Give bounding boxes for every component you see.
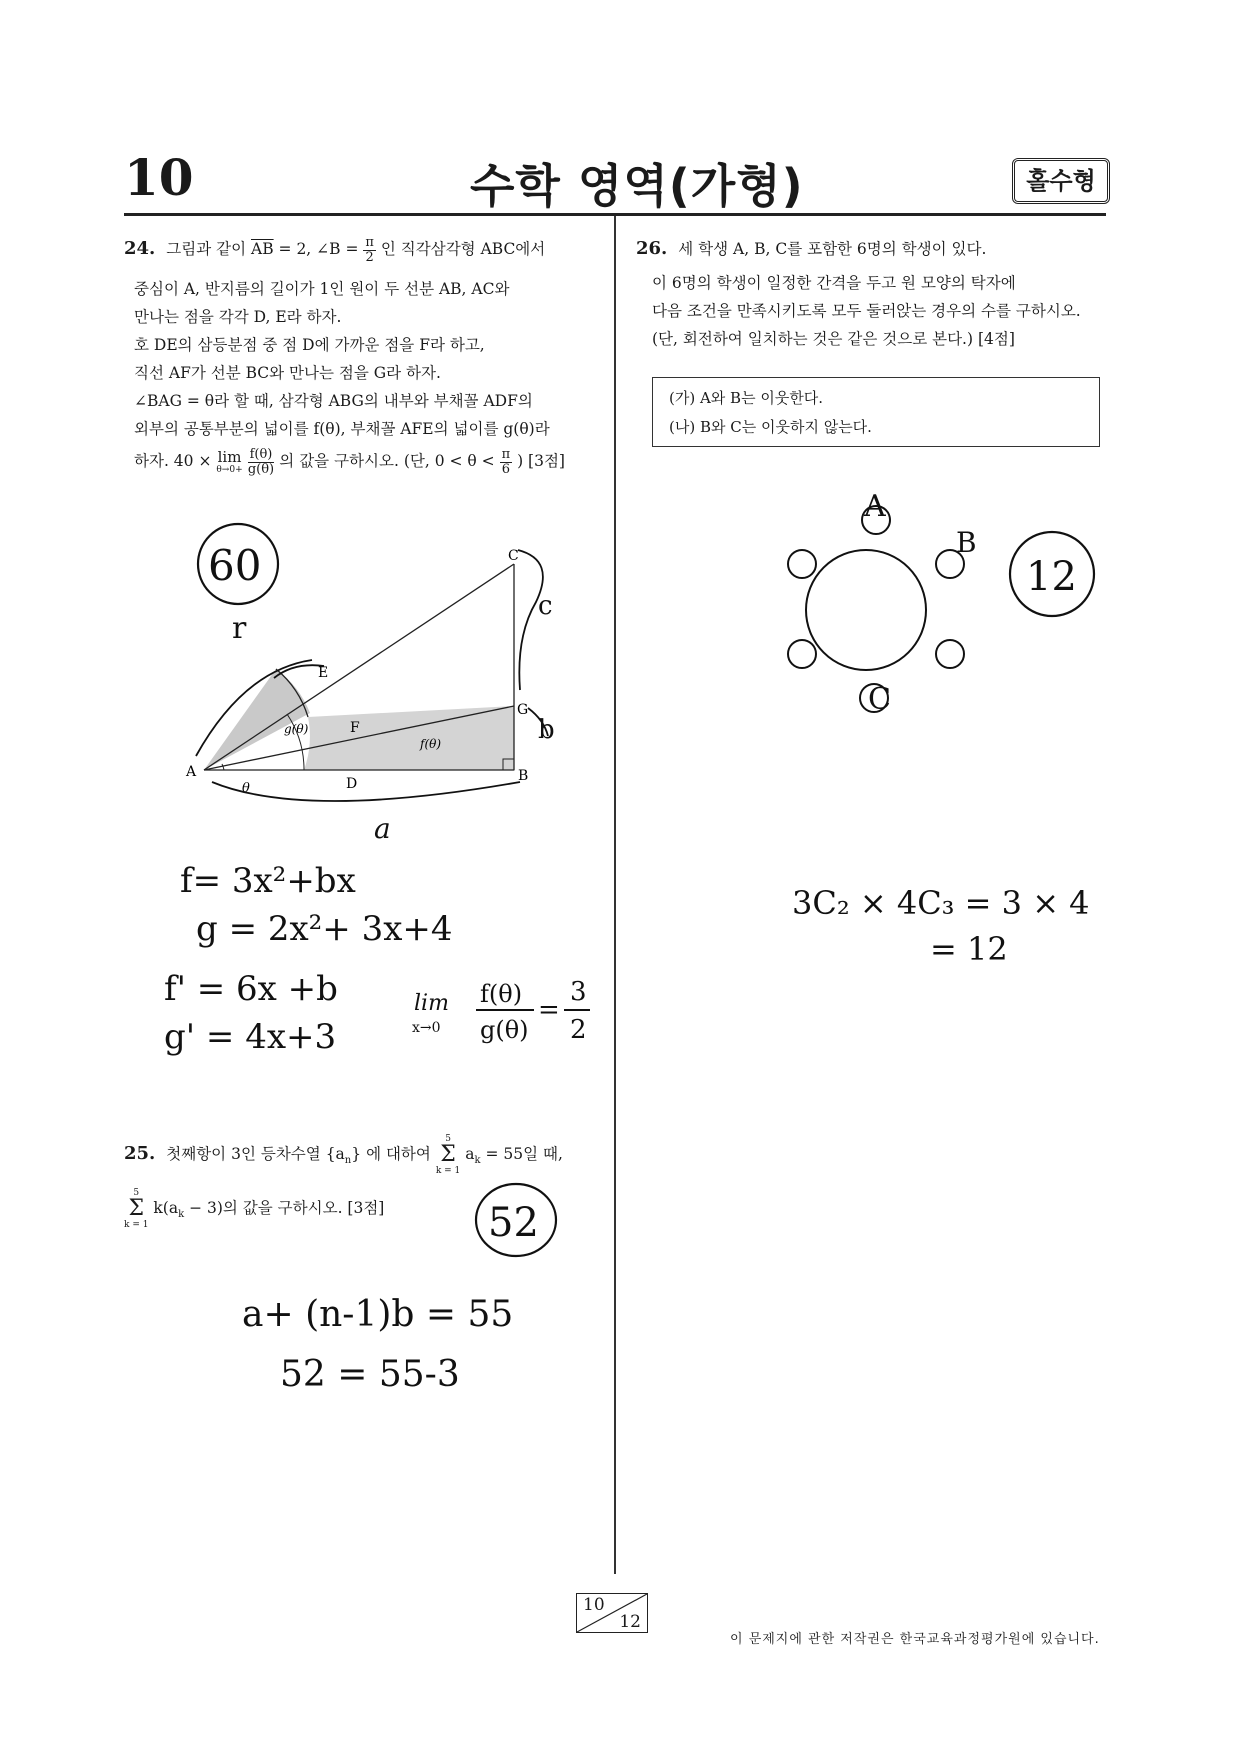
conditions-box (652, 377, 1100, 447)
seat-bottom-left (788, 640, 816, 668)
term-ak: $a_k$ (465, 1145, 481, 1167)
hw-eq-g: g = 2x²+ 3x+4 (196, 909, 453, 949)
q24-text: 의 값을 구하시오. (단, 0 < θ < (279, 452, 495, 470)
question-24 (124, 235, 604, 477)
question-26 (636, 235, 1106, 353)
q24-text: ∠BAG = θ라 할 때, 삼각형 ABG의 내부와 부채꼴 ADF의 (134, 392, 533, 410)
angle-arc (222, 764, 224, 770)
answer-26: 12 (1026, 554, 1077, 600)
label-f-theta: f(θ) (420, 737, 442, 751)
limit-operator: lim θ→0+ (216, 448, 243, 475)
fraction-f-over-g: $\frac{f(\theta)}{g(\theta)}$ (247, 446, 275, 477)
q24-text: 그림과 같이 (166, 240, 247, 258)
q24-text: 만나는 점을 각각 D, E라 하자. (134, 308, 342, 326)
q25-text: = 55일 때, (485, 1145, 563, 1163)
condition-na: (나) B와 C는 이웃하지 않는다. (669, 418, 872, 436)
q25-text: k(a (153, 1199, 179, 1217)
label-a: A (186, 764, 197, 780)
q26-text: 세 학생 A, B, C를 포함한 6명의 학생이 있다. (678, 240, 987, 258)
hw-lim-eq: = (538, 995, 560, 1025)
copyright-notice: 이 문제지에 관한 저작권은 한국교육과정평가원에 있습니다. (730, 1632, 1100, 1647)
q24-text: = 2, ∠B = (278, 240, 359, 258)
current-page: 10 (583, 1595, 605, 1615)
answer-25: 52 (488, 1200, 539, 1246)
hw-lim-val-num: 3 (570, 977, 587, 1007)
condition-ga: (가) A와 B는 이웃한다. (669, 389, 824, 407)
hw-lim-val-den: 2 (570, 1015, 587, 1045)
hw-side-a: a (374, 812, 391, 845)
hw-side-b: b (538, 715, 555, 745)
q24-text: 직선 AF가 선분 BC와 만나는 점을 G라 하자. (134, 364, 441, 382)
round-table (806, 550, 926, 670)
seat-bottom-right (936, 640, 964, 668)
label-g-theta: g(θ) (284, 722, 309, 736)
seat-top-left (788, 550, 816, 578)
q26-handwriting (780, 870, 1100, 980)
hw-eq-2: = 12 (930, 930, 1008, 968)
hw-eq-f: f= 3x²+bx (180, 861, 356, 901)
label-theta: θ (242, 781, 250, 796)
q26-text: 이 6명의 학생이 일정한 간격을 두고 원 모양의 탁자에 (652, 274, 1016, 292)
sum-operator: 5 Σ k = 1 (435, 1134, 461, 1176)
hw-lim-den: g(θ) (480, 1016, 529, 1044)
fraction-pi-over-6: $\frac{\pi}{6}$ (501, 446, 511, 477)
page-indicator (576, 1593, 648, 1633)
answer-24: 60 (208, 541, 262, 590)
total-pages: 12 (619, 1612, 641, 1632)
label-g: G (517, 702, 529, 718)
q24-text: 외부의 공통부분의 넓이를 f(θ), 부채꼴 AFE의 넓이를 g(θ)라 (134, 420, 550, 438)
q25-text: 에 대하여 (366, 1145, 431, 1163)
q25-text: 첫째항이 3인 등차수열 (166, 1145, 321, 1163)
page-number: 10 (124, 148, 194, 207)
page-title: 수학 영역(가형) (470, 159, 804, 213)
hw-lim: lim (414, 991, 449, 1016)
exam-type-badge: 홀수형 (1012, 158, 1110, 204)
hw-eq-gprime: g' = 4x+3 (164, 1017, 337, 1057)
q24-text: 하자. 40 × (134, 452, 212, 470)
sequence: $\{a_n\}$ (325, 1145, 362, 1167)
q26-text: 다음 조건을 만족시키도록 모두 둘러앉는 경우의 수를 구하시오. (652, 302, 1081, 320)
hw-side-r: r (232, 611, 247, 646)
hw-seat-b: B (956, 526, 977, 559)
q25-handwriting (124, 1180, 604, 1400)
hw-eq-1: a+ (n-1)b = 55 (242, 1294, 514, 1335)
question-number: 25. (124, 1143, 156, 1164)
column-divider (614, 216, 616, 1574)
label-b: B (518, 768, 529, 784)
region-f-shading (304, 706, 514, 770)
q26-text: (단, 회전하여 일치하는 것은 같은 것으로 본다.) [4점] (652, 330, 1015, 348)
hw-eq-1: 3C₂ × 4C₃ = 3 × 4 (792, 884, 1090, 922)
question-number: 24. (124, 238, 156, 259)
label-e: E (318, 665, 329, 681)
segment-ab: $\overline{AB}$ (251, 240, 274, 258)
sum-operator: 5 Σ k = 1 (124, 1188, 149, 1230)
hw-lim-num: f(θ) (480, 980, 523, 1008)
q24-text: ) [3점] (517, 452, 565, 470)
q24-text: 호 DE의 삼등분점 중 점 D에 가까운 점을 F라 하고, (134, 336, 485, 354)
hw-lim-sub: x→0 (412, 1020, 441, 1036)
q24-figure (124, 520, 604, 1080)
question-number: 26. (636, 238, 668, 259)
hw-seat-a: A (864, 489, 886, 524)
fraction-pi-over-2: $\frac{\pi}{2}$ (365, 234, 374, 265)
hw-seat-c: C (868, 682, 891, 717)
q24-text: 중심이 A, 반지름의 길이가 1인 원이 두 선분 AB, AC와 (134, 280, 510, 298)
subscript-k: k (178, 1209, 185, 1221)
q26-figure (620, 480, 1120, 780)
label-d: D (346, 776, 358, 792)
hw-eq-fprime: f' = 6x +b (164, 969, 338, 1009)
q24-text: 인 직각삼각형 ABC에서 (380, 240, 546, 258)
hw-side-c: c (538, 591, 553, 621)
hw-eq-2: 52 = 55-3 (280, 1354, 460, 1395)
q25-text: − 3)의 값을 구하시오. [3점] (189, 1199, 385, 1217)
label-c: C (508, 548, 519, 564)
label-f: F (350, 720, 360, 736)
